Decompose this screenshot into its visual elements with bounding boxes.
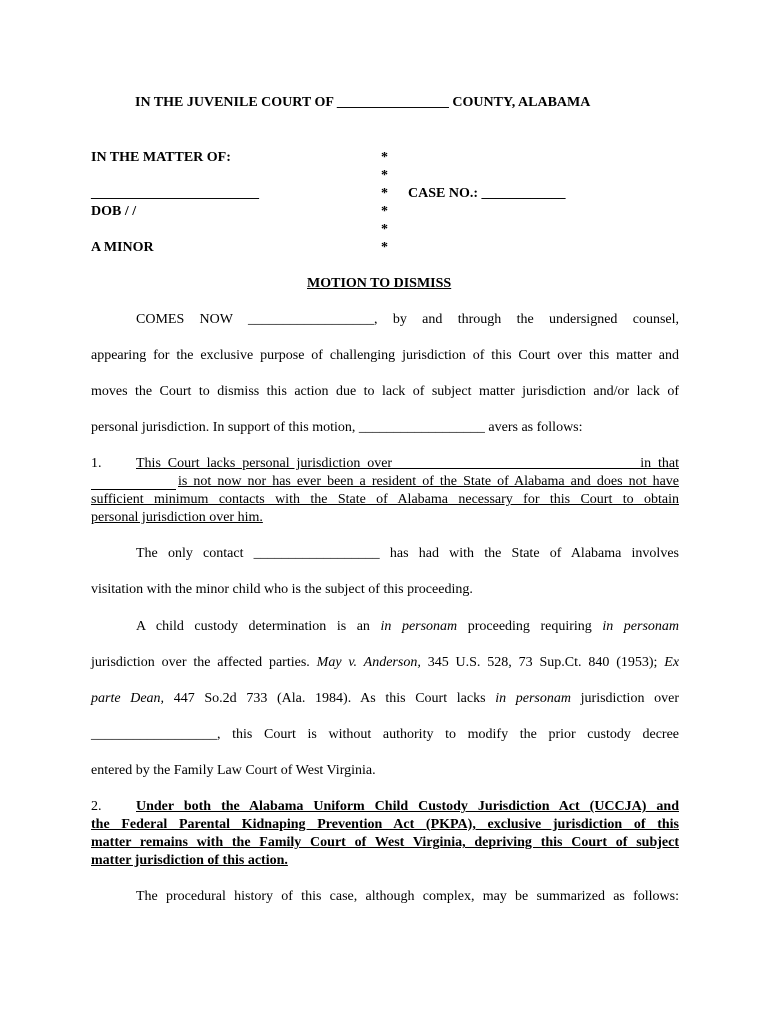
motion-title: MOTION TO DISMISS	[307, 276, 452, 291]
paragraph-line: The procedural history of this case, although complex, may be summarized as follows:	[136, 889, 679, 904]
text: 345 U.S. 528, 73 Sup.Ct. 840 (1953);	[427, 655, 658, 670]
text: jurisdiction over	[580, 691, 679, 706]
name-blank: ________________________	[91, 186, 259, 201]
text: proceeding requiring	[467, 619, 592, 634]
case-citation: parte Dean,	[91, 691, 165, 706]
point-number: 1.	[91, 456, 102, 471]
comes-now-line	[136, 312, 679, 328]
point-2-line: the Federal Parental Kidnaping Prevention Act (PKPA), exclusive jurisdiction of this	[91, 817, 679, 832]
court-heading: IN THE JUVENILE COURT OF ________________ COUNTY, ALABAMA	[135, 95, 591, 110]
case-citation: May v. Anderson,	[316, 655, 421, 670]
paragraph-line: appearing for the exclusive purpose of challenging jurisdiction of this Court over this matter and	[91, 348, 679, 363]
point-number: 2.	[91, 799, 102, 814]
italic-term: in personam	[380, 619, 458, 634]
dob-label: DOB / /	[91, 204, 137, 219]
blank-underline	[91, 474, 176, 490]
minor-label: A MINOR	[91, 240, 154, 255]
point-1-line: personal jurisdiction over him.	[91, 510, 263, 525]
paragraph-line: entered by the Family Law Court of West Virginia.	[91, 763, 376, 778]
caption-star: *	[381, 240, 388, 255]
comes-now-text: COMES NOW __________________, by and through the undersigned counsel,	[136, 312, 679, 327]
point-2-line: matter jurisdiction of this action.	[91, 853, 288, 868]
caption-star: *	[381, 150, 388, 165]
paragraph-line	[136, 619, 679, 635]
caption-star: *	[381, 222, 388, 237]
text: jurisdiction over the affected parties.	[91, 655, 310, 670]
point-2-line: Under both the Alabama Uniform Child Custody Jurisdiction Act (UCCJA) and	[136, 799, 679, 814]
italic-term: in personam	[602, 619, 680, 634]
case-number: CASE NO.: ____________	[408, 186, 566, 201]
point-1-line: sufficient minimum contacts with the State of Alabama necessary for this Court to obtain	[91, 492, 679, 507]
point-1-line: is not now nor has ever been a resident of the State of Alabama and does not have	[178, 474, 679, 489]
paragraph-line: moves the Court to dismiss this action due to lack of subject matter jurisdiction and/or lack of	[91, 384, 679, 399]
italic-term: in personam	[495, 691, 571, 706]
caption-star: *	[381, 204, 388, 219]
paragraph-line	[91, 655, 679, 671]
text: A child custody determination is an	[136, 619, 370, 634]
caption-star: *	[381, 186, 388, 201]
paragraph-line: The only contact __________________ has had with the State of Alabama involves	[136, 546, 679, 561]
matter-label: IN THE MATTER OF:	[91, 150, 231, 165]
point-2-line: matter remains with the Family Court of West Virginia, depriving this Court of subject	[91, 835, 679, 850]
caption-star: *	[381, 168, 388, 183]
text: 447 So.2d 733 (Ala. 1984). As this Court lacks	[173, 691, 486, 706]
paragraph-line: __________________, this Court is without authority to modify the prior custody decree	[91, 727, 679, 742]
paragraph-line: visitation with the minor child who is the subject of this proceeding.	[91, 582, 473, 597]
case-citation: Ex	[664, 655, 680, 670]
paragraph-line: personal jurisdiction. In support of this motion, __________________ avers as follows:	[91, 420, 583, 435]
paragraph-line	[91, 691, 679, 707]
point-1-line: This Court lacks personal jurisdiction over in that	[136, 456, 679, 471]
